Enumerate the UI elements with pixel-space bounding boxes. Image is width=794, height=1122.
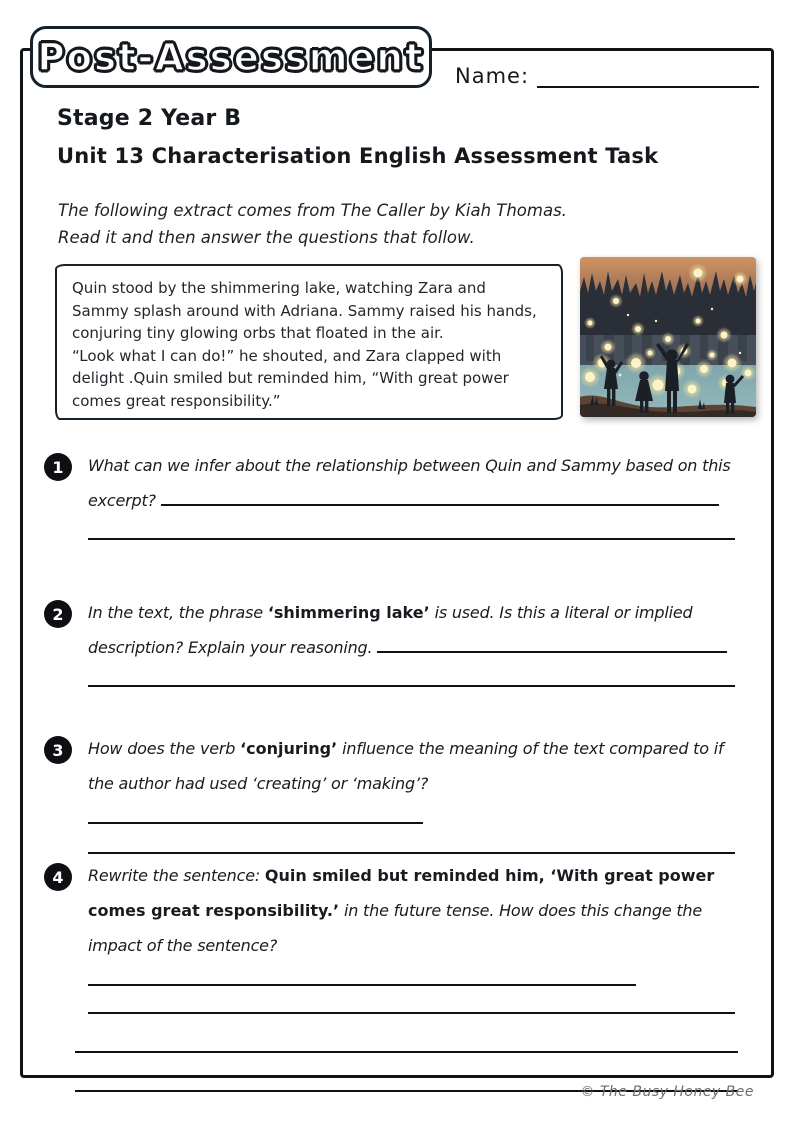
question-4-number-badge: 4 (44, 863, 72, 891)
question-3-number-badge: 3 (44, 736, 72, 764)
name-blank-line[interactable] (537, 62, 759, 88)
question-3-answer-line[interactable] (88, 852, 735, 854)
copyright-footer: © The Busy Honey Bee (580, 1084, 754, 1100)
question-4-answer-blank[interactable] (88, 972, 636, 986)
question-4-text (88, 858, 740, 998)
question-2-segment: In the text, the phrase (88, 603, 268, 622)
question-3-bold-phrase: ‘conjuring’ (240, 739, 338, 758)
question-1-text (88, 448, 740, 518)
question-1 (44, 448, 750, 540)
instructions-line-2: Read it and then answer the questions that follow. (58, 228, 475, 247)
question-2-number-badge: 2 (44, 600, 72, 628)
question-1-segment: What can we infer about the relationship between Quin and Sammy based on this excerpt? (88, 456, 731, 510)
instructions-line-1: The following extract comes from The Caller by Kiah Thomas. (58, 201, 567, 220)
question-2-text (88, 595, 740, 665)
instructions (58, 197, 567, 251)
question-2-answer-blank[interactable] (377, 639, 727, 653)
question-2-bold-phrase: ‘shimmering lake’ (267, 603, 430, 622)
question-4-answer-line[interactable] (88, 1012, 735, 1014)
question-3-segment: How does the verb (88, 739, 241, 758)
question-4-segment: Rewrite the sentence: (88, 866, 265, 885)
question-1-answer-blank[interactable] (161, 492, 719, 506)
question-1-number-badge: 1 (44, 453, 72, 481)
question-3-text (88, 731, 740, 836)
question-4-bold-sentence: Quin smiled but reminded him, ‘With great power comes great responsibility.’ (88, 866, 715, 920)
page-title: Post-Assessment (37, 35, 425, 79)
question-3-answer-blank[interactable] (88, 810, 423, 824)
lake-scene-art (580, 257, 756, 417)
question-1-answer-line[interactable] (88, 538, 735, 540)
question-4-answer-line[interactable] (75, 1051, 738, 1053)
extract-paragraph-1: Quin stood by the shimmering lake, watching Zara and Sammy splash around with Adriana. Sammy raised his hands, conjuring tiny glowing orbs that floated in the air. (72, 279, 537, 342)
lake-fireflies-illustration (580, 257, 756, 417)
question-2 (44, 595, 750, 687)
extract-paragraph-2: “Look what I can do!” he shouted, and Zara clapped with delight .Quin smiled but reminded him, “With great power comes great responsibility.” (72, 346, 509, 410)
question-3 (44, 731, 750, 854)
extract-box (55, 264, 563, 420)
question-4 (44, 858, 750, 1092)
question-3-segment: influence the meaning of the text compared to if the author had used ‘creating’ or ‘making’? (88, 739, 724, 793)
question-2-answer-line[interactable] (88, 685, 735, 687)
question-2-segment: is used. Is this a literal or implied description? Explain your reasoning. (88, 603, 693, 657)
title-banner (30, 26, 432, 88)
name-label: Name: (455, 64, 530, 88)
unit-heading: Unit 13 Characterisation English Assessment Task (57, 144, 659, 168)
name-row (455, 62, 759, 88)
question-4-segment: in the future tense. How does this change the impact of the sentence? (88, 901, 703, 955)
assessment-heading (57, 106, 658, 168)
stage-heading: Stage 2 Year B (57, 106, 242, 131)
